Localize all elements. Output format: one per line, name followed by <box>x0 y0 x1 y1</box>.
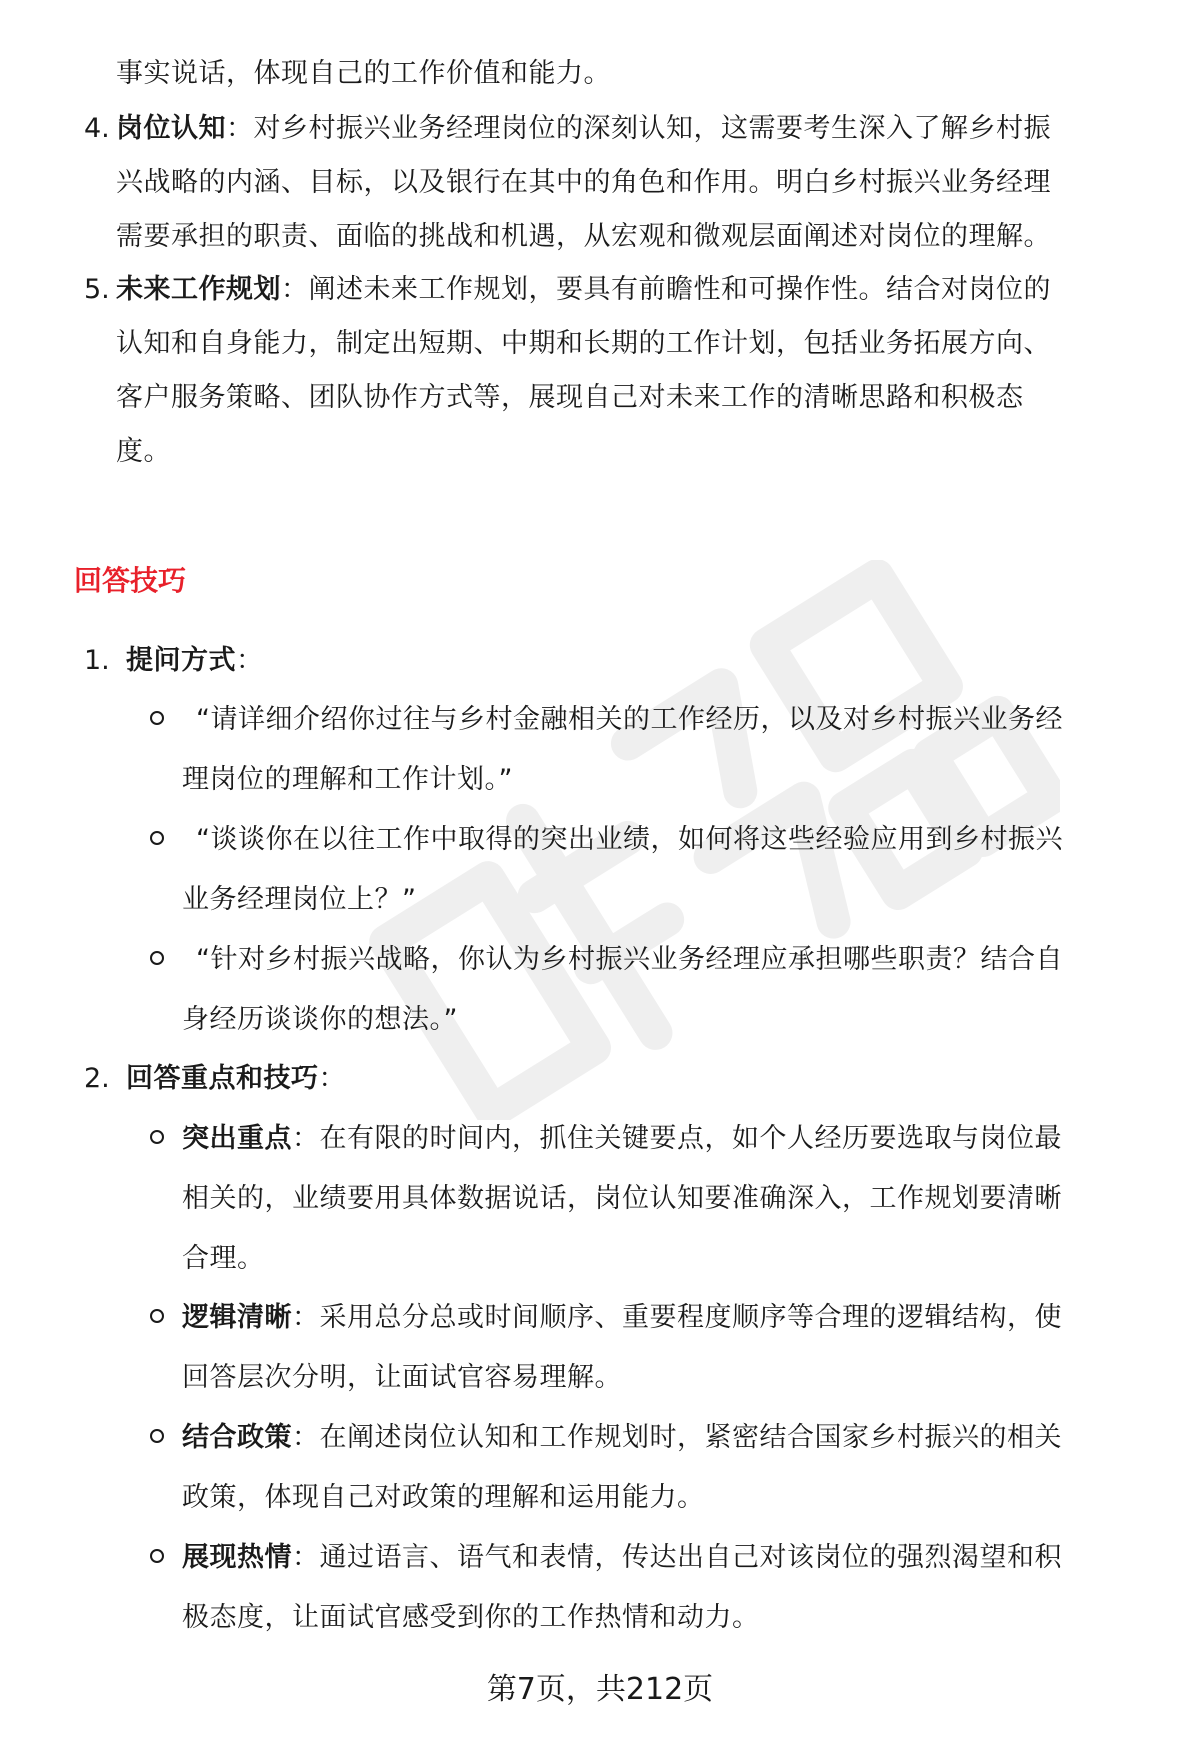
list-item-line: 兴战略的内涵、目标，以及银行在其中的角色和作用。明白乡村振兴业务经理 <box>116 167 1051 198</box>
list-item-line: 认知和自身能力，制定出短期、中期和长期的工作计划，包括业务拓展方向、 <box>116 328 1051 359</box>
list-item-line <box>116 260 1051 320</box>
tip-heading <box>126 1049 346 1109</box>
bullet-line: “请详细介绍你过往与乡村金融相关的工作经历，以及对乡村振兴业务经 <box>196 704 1063 735</box>
bullet-marker <box>150 831 164 845</box>
tip-term: 提问方式 <box>126 645 236 676</box>
bullet-text: ：采用总分总或时间顺序、重要程度顺序等合理的逻辑结构，使 <box>292 1302 1062 1333</box>
tip-number: 2. <box>84 1063 110 1094</box>
tip-heading <box>126 631 264 691</box>
list-item-line: 需要承担的职责、面临的挑战和机遇，从宏观和微观层面阐述对岗位的理解。 <box>116 221 1051 252</box>
list-item-term: 岗位认知 <box>116 113 226 144</box>
bullet-line <box>182 1408 1062 1468</box>
bullet-text: ：通过语言、语气和表情，传达出自己对该岗位的强烈渴望和积 <box>292 1542 1062 1573</box>
section-heading: 回答技巧 <box>74 564 187 597</box>
bullet-line: 回答层次分明，让面试官容易理解。 <box>182 1362 622 1393</box>
tip-suffix: ： <box>236 645 264 676</box>
bullet-line: “针对乡村振兴战略，你认为乡村振兴业务经理应承担哪些职责？结合自 <box>196 944 1063 975</box>
bullet-line <box>182 1528 1062 1588</box>
bullet-term: 结合政策 <box>182 1422 292 1453</box>
tip-term: 回答重点和技巧 <box>126 1063 319 1094</box>
bullet-line: 合理。 <box>182 1243 265 1274</box>
list-item-line: 客户服务策略、团队协作方式等，展现自己对未来工作的清晰思路和积极态 <box>116 382 1024 413</box>
bullet-line <box>182 1288 1062 1348</box>
list-item-text: ：对乡村振兴业务经理岗位的深刻认知，这需要考生深入了解乡村振 <box>226 113 1051 144</box>
bullet-marker <box>150 711 164 725</box>
list-item-line <box>116 99 1051 159</box>
bullet-marker <box>150 1309 164 1323</box>
tip-number: 1. <box>84 645 110 676</box>
bullet-line: 政策，体现自己对政策的理解和运用能力。 <box>182 1482 705 1513</box>
bullet-marker <box>150 951 164 965</box>
bullet-line: 理岗位的理解和工作计划。” <box>182 764 513 795</box>
bullet-text: ：在有限的时间内，抓住关键要点，如个人经历要选取与岗位最 <box>292 1123 1062 1154</box>
bullet-line: 身经历谈谈你的想法。” <box>182 1004 458 1035</box>
list-item-term: 未来工作规划 <box>116 274 281 305</box>
bullet-marker <box>150 1429 164 1443</box>
bullet-term: 展现热情 <box>182 1542 292 1573</box>
list-number: 4. <box>84 113 110 144</box>
bullet-line: 相关的，业绩要用具体数据说话，岗位认知要准确深入，工作规划要清晰 <box>182 1183 1062 1214</box>
paragraph-continuation: 事实说话，体现自己的工作价值和能力。 <box>116 58 611 89</box>
bullet-term: 突出重点 <box>182 1123 292 1154</box>
bullet-text: ：在阐述岗位认知和工作规划时，紧密结合国家乡村振兴的相关 <box>292 1422 1062 1453</box>
list-number: 5. <box>84 274 110 305</box>
page-footer: 第7页，共212页 <box>486 1672 714 1707</box>
bullet-line: 业务经理岗位上？” <box>182 884 417 915</box>
bullet-marker <box>150 1130 164 1144</box>
bullet-marker <box>150 1549 164 1563</box>
bullet-term: 逻辑清晰 <box>182 1302 292 1333</box>
tip-suffix: ： <box>318 1063 346 1094</box>
bullet-line <box>182 1109 1062 1169</box>
bullet-line: 极态度，让面试官感受到你的工作热情和动力。 <box>182 1602 760 1633</box>
bullet-line: “谈谈你在以往工作中取得的突出业绩，如何将这些经验应用到乡村振兴 <box>196 824 1063 855</box>
list-item-text: ：阐述未来工作规划，要具有前瞻性和可操作性。结合对岗位的 <box>281 274 1051 305</box>
list-item-line: 度。 <box>116 436 171 467</box>
